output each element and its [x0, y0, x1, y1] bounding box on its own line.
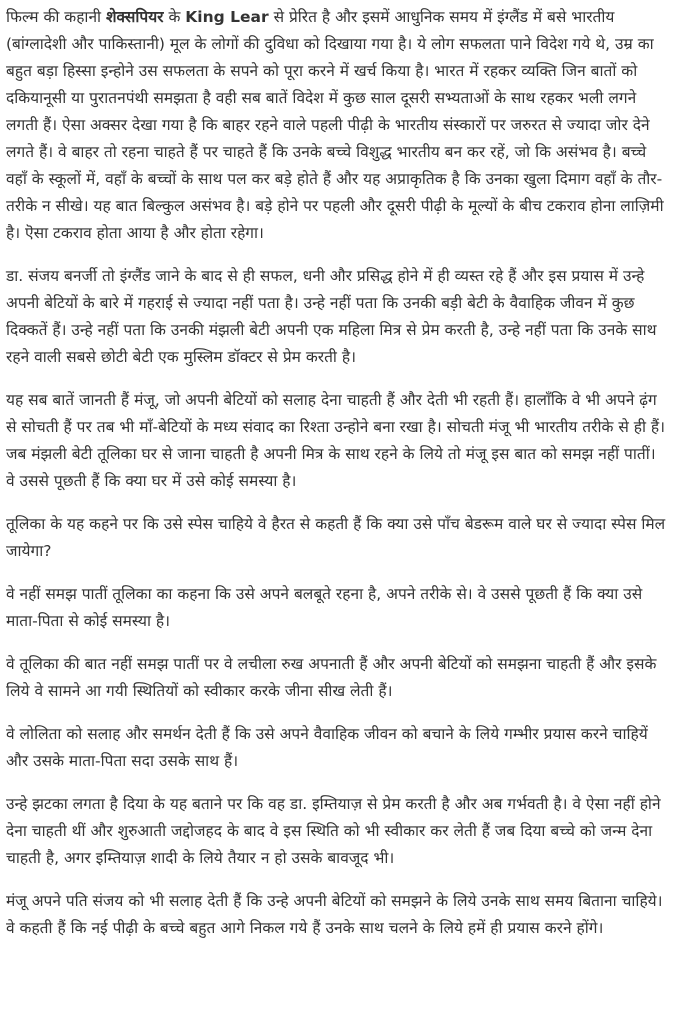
paragraph-advice-sanjay: मंजू अपने पति संजय को भी सलाह देती हैं कि उन्हे अपनी बेटियों को समझने के लिये उनके साथ समय बिताना चाहिये। वे कहती हैं कि नई पीढ़ी के बच्चे बहुत आगे निकल गये हैं उनके साथ चलने के लिये हमें ही प्रयास करने होंगे। — [6, 892, 663, 937]
paragraph-intro — [6, 4, 667, 247]
paragraph-flexible-attitude: वे तूलिका की बात नहीं समझ पातीं पर वे लचीला रुख अपनाती हैं और अपनी बेटियों को समझना चाहती हैं और इसके लिये वे सामने आ गयी स्थितियों को स्वीकार करके जीना सीख लेती हैं। — [6, 655, 657, 700]
intro-rest-text: से प्रेरित है और इसमें आधुनिक समय में इंग्लैंड में बसे भारतीय (बांग्लादेशी और पाकिस्तानी) मूल के लोगों की दुविधा को दिखाया गया है। ये लोग सफलता पाने विदेश गये थे, उम्र का बहुत बड़ा हिस्सा इन्होने उस सफलता के सपने को पूरा करने में खर्च किया है। भारत में रहकर व्यक्ति जिन बातों को दकियानूसी या पुरातनपंथी समझता है वही सब बातें विदेश में कुछ साल दूसरी सभ्यताओं के साथ रहकर भली लगने लगती हैं। ऐसा अक्सर देखा गया है कि बाहर रहने वाले पहली पीढ़ी के भारतीय संस्कारों पर जरुरत से ज्यादा जोर देने लगते हैं। वे बाहर तो रहना चाहते हैं पर चाहते हैं कि उनके बच्चे विशुद्ध भारतीय बन कर रहें, जो कि असंभव है। बच्चे वहाँ के स्कूलों में, वहाँ के बच्चों के साथ पल कर बड़े होते हैं और यह अप्राकृतिक है कि उनका खुला दिमाग वहाँ के तौर-तरीके न सीखे। यह बात बिल्कुल असंभव है। बड़े होने पर पहली और दूसरी पीढ़ी के मूल्यों के बीच टकराव होना लाज़िमी है। ऎसा टकराव होता आया है और होता रहेगा। — [6, 8, 664, 242]
intro-connector-text: के — [163, 8, 186, 26]
paragraph-tulika-space: तूलिका के यह कहने पर कि उसे स्पेस चाहिये वे हैरत से कहती हैं कि क्या उसे पाँच बेडरूम वाले घर से ज्यादा स्पेस मिल जायेगा? — [6, 515, 666, 560]
paragraph-lolita: वे लोलिता को सलाह और समर्थन देती हैं कि उसे अपने वैवाहिक जीवन को बचाने के लिये गम्भीर प्रयास करने चाहियें और उसके माता-पिता सदा उसके साथ हैं। — [6, 725, 648, 770]
paragraph-diya: उन्हे झटका लगता है दिया के यह बताने पर कि वह डा. इम्तियाज़ से प्रेम करती है और अब गर्भवती है। वे ऐसा नहीं होने देना चाहती थीं और शुरुआती जद्दोजहद के बाद वे इस स्थिति को भी स्वीकार कर लेती हैं जब दिया बच्चे को जन्म देना चाहती है, अगर इम्तियाज़ शादी के लिये तैयार न हो उसके बावजूद भी। — [6, 795, 661, 867]
paragraph-manju: यह सब बातें जानती हैं मंजू, जो अपनी बेटियों को सलाह देना चाहती हैं और देती भी रहती हैं। हालाँकि वे भी अपने ढ़ंग से सोचती हैं पर तब भी माँ-बेटियों के मध्य संवाद का रिश्ता उन्होने बना रखा है। सोचती मंजू भी भारतीय तरीके से ही हैं। जब मंझली बेटी तूलिका घर से जाना चाहती है अपनी मित्र के साथ रहने के लिये तो मंजू इस बात को समझ नहीं पातीं। वे उससे पूछती हैं कि क्या घर में उसे कोई समस्या है। — [6, 391, 666, 490]
shakespeare-bold-text: शेक्सपियर — [106, 8, 164, 26]
paragraph-tulika-independence: वे नहीं समझ पातीं तूलिका का कहना कि उसे अपने बलबूते रहना है, अपने तरीके से। वे उससे पूछती हैं कि क्या उसे माता-पिता से कोई समस्या है। — [6, 585, 643, 630]
king-lear-bold-text: King Lear — [185, 8, 269, 26]
intro-lead-text: फिल्म की कहानी — [6, 8, 106, 26]
paragraph-sanjay: डा. संजय बनर्जी तो इंग्लैंड जाने के बाद से ही सफल, धनी और प्रसिद्ध होने में ही व्यस्त रहे हैं और इस प्रयास में उन्हे अपनी बेटियों के बारे में गहराई से ज्यादा नहीं पता है। उन्हे नहीं पता कि उनकी बड़ी बेटी के वैवाहिक जीवन में कुछ दिक्कतें हैं। उन्हे नहीं पता कि उनकी मंझली बेटी अपनी एक महिला मित्र से प्रेम करती है, उन्हे नहीं पता कि उनके साथ रहने वाली सबसे छोटी बेटी एक मुस्लिम डॉक्टर से प्रेम करती है। — [6, 267, 657, 366]
